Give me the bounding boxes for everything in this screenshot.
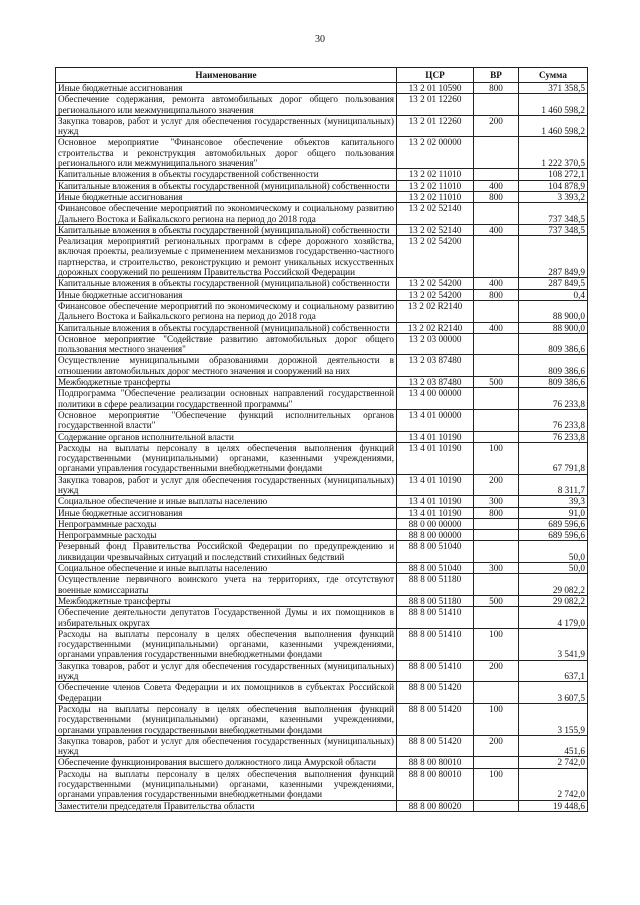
row-vr: 100 [474, 703, 519, 735]
row-vr: 200 [474, 660, 519, 682]
row-vr [474, 333, 519, 355]
row-code: 13 2 01 12260 [397, 115, 474, 137]
row-name: Основное мероприятие "Содействие развитию автомобильных дорог общего пользования местного значения" [56, 333, 397, 355]
table-row [56, 224, 588, 235]
row-vr: 400 [474, 224, 519, 235]
table-row [56, 409, 588, 431]
row-sum: 371 358,5 [519, 83, 588, 94]
table-row [56, 83, 588, 94]
row-name: Межбюджетные трансферты [56, 595, 397, 606]
row-sum: 50,0 [519, 563, 588, 574]
row-name: Иные бюджетные ассигнования [56, 507, 397, 518]
row-code: 13 2 02 00000 [397, 137, 474, 169]
row-sum: 88 900,0 [519, 322, 588, 333]
row-vr: 300 [474, 496, 519, 507]
table-row [56, 757, 588, 768]
row-code: 13 2 02 52140 [397, 224, 474, 235]
row-vr [474, 682, 519, 704]
row-vr [474, 574, 519, 596]
row-code: 88 8 00 51040 [397, 541, 474, 563]
row-vr: 100 [474, 442, 519, 474]
table-row [56, 203, 588, 225]
row-name: Обеспечение членов Совета Федерации и их помощников в субъектах Российской Федерации [56, 682, 397, 704]
table-row [56, 388, 588, 410]
row-code: 88 8 00 80020 [397, 800, 474, 811]
table-row [56, 431, 588, 442]
table-row [56, 628, 588, 660]
row-name: Заместители председателя Правительства области [56, 800, 397, 811]
row-vr [474, 530, 519, 541]
row-name: Обеспечение функционирования высшего должностного лица Амурской области [56, 757, 397, 768]
row-vr [474, 409, 519, 431]
row-vr [474, 203, 519, 225]
row-vr: 500 [474, 595, 519, 606]
row-vr [474, 137, 519, 169]
row-name: Межбюджетные трансферты [56, 377, 397, 388]
row-sum: 809 386,6 [519, 355, 588, 377]
row-name: Закупка товаров, работ и услуг для обеспечения государственных (муниципальных) нужд [56, 474, 397, 496]
table-row [56, 169, 588, 180]
row-sum: 29 082,2 [519, 574, 588, 596]
row-name: Капитальные вложения в объекты государственной (муниципальной) собственности [56, 278, 397, 289]
row-code: 13 4 01 10190 [397, 474, 474, 496]
row-sum: 3 541,9 [519, 628, 588, 660]
row-sum: 1 460 598,2 [519, 94, 588, 116]
row-sum: 737 348,5 [519, 224, 588, 235]
header-name: Наименование [56, 68, 397, 83]
table-row [56, 607, 588, 629]
row-code: 88 8 00 51420 [397, 735, 474, 757]
row-vr: 200 [474, 115, 519, 137]
row-sum: 0,4 [519, 289, 588, 300]
row-code: 13 4 01 10190 [397, 431, 474, 442]
row-sum: 76 233,8 [519, 409, 588, 431]
row-vr: 200 [474, 474, 519, 496]
row-sum: 809 386,6 [519, 377, 588, 388]
row-vr [474, 388, 519, 410]
table-row [56, 94, 588, 116]
row-vr: 400 [474, 180, 519, 191]
row-name: Непрограммные расходы [56, 530, 397, 541]
table-row [56, 518, 588, 529]
row-vr: 300 [474, 563, 519, 574]
table-row [56, 474, 588, 496]
row-vr [474, 607, 519, 629]
row-vr [474, 757, 519, 768]
row-sum: 104 878,9 [519, 180, 588, 191]
table-row [56, 703, 588, 735]
table-row [56, 800, 588, 811]
row-vr [474, 300, 519, 322]
row-vr: 400 [474, 322, 519, 333]
row-name: Капитальные вложения в объекты государственной (муниципальной) собственности [56, 322, 397, 333]
row-sum: 88 900,0 [519, 300, 588, 322]
table-row [56, 355, 588, 377]
row-sum: 689 596,6 [519, 530, 588, 541]
row-name: Иные бюджетные ассигнования [56, 83, 397, 94]
row-code: 13 2 02 52140 [397, 203, 474, 225]
row-code: 88 8 00 51180 [397, 574, 474, 596]
table-body [56, 83, 588, 812]
row-name: Расходы на выплаты персоналу в целях обеспечения выполнения функций государственными (муниципальными) органами, казенными учреждениями, органами управления государственными внебюджетными фондами [56, 442, 397, 474]
row-code: 13 2 02 R2140 [397, 322, 474, 333]
budget-table [55, 67, 588, 812]
row-sum: 2 742,0 [519, 768, 588, 800]
row-code: 13 4 01 10190 [397, 507, 474, 518]
row-code: 13 2 02 11010 [397, 169, 474, 180]
row-sum: 287 849,5 [519, 278, 588, 289]
row-code: 13 2 03 87480 [397, 377, 474, 388]
row-code: 13 2 03 00000 [397, 333, 474, 355]
row-sum: 287 849,9 [519, 236, 588, 278]
row-name: Осуществление муниципальными образованиями дорожной деятельности в отношении автомобильных дорог местного значения и сооружений на них [56, 355, 397, 377]
row-code: 13 2 02 54200 [397, 236, 474, 278]
row-name: Обеспечение деятельности депутатов Государственной Думы и их помощников в избирательных округах [56, 607, 397, 629]
row-name: Социальное обеспечение и иные выплаты населению [56, 563, 397, 574]
row-sum: 50,0 [519, 541, 588, 563]
row-code: 88 8 00 51040 [397, 563, 474, 574]
row-code: 13 4 01 10190 [397, 442, 474, 474]
row-sum: 4 179,0 [519, 607, 588, 629]
table-row [56, 300, 588, 322]
row-code: 88 0 00 00000 [397, 518, 474, 529]
row-vr [474, 541, 519, 563]
table-row [56, 377, 588, 388]
row-name: Закупка товаров, работ и услуг для обеспечения государственных (муниципальных) нужд [56, 115, 397, 137]
table-row [56, 137, 588, 169]
row-code: 88 8 00 80010 [397, 757, 474, 768]
row-code: 88 8 00 51420 [397, 682, 474, 704]
row-sum: 451,6 [519, 735, 588, 757]
row-code: 13 2 02 11010 [397, 180, 474, 191]
row-name: Иные бюджетные ассигнования [56, 191, 397, 202]
row-sum: 76 233,8 [519, 388, 588, 410]
table-row [56, 574, 588, 596]
row-sum: 3 155,9 [519, 703, 588, 735]
row-name: Социальное обеспечение и иные выплаты населению [56, 496, 397, 507]
row-vr: 400 [474, 278, 519, 289]
row-name: Финансовое обеспечение мероприятий по экономическому и социальному развитию Дальнего Востока и Байкальского региона на период до 2018 года [56, 203, 397, 225]
table-row [56, 289, 588, 300]
row-sum: 737 348,5 [519, 203, 588, 225]
row-code: 13 2 02 54200 [397, 278, 474, 289]
row-sum: 809 386,6 [519, 333, 588, 355]
row-vr: 800 [474, 191, 519, 202]
row-name: Обеспечение содержания, ремонта автомобильных дорог общего пользования регионального или межмуниципального значения [56, 94, 397, 116]
table-row [56, 333, 588, 355]
table-row [56, 507, 588, 518]
row-vr: 800 [474, 83, 519, 94]
row-code: 13 2 02 R2140 [397, 300, 474, 322]
table-row [56, 278, 588, 289]
row-vr [474, 94, 519, 116]
table-row [56, 322, 588, 333]
row-code: 13 2 02 11010 [397, 191, 474, 202]
row-name: Закупка товаров, работ и услуг для обеспечения государственных (муниципальных) нужд [56, 660, 397, 682]
row-name: Расходы на выплаты персоналу в целях обеспечения выполнения функций государственными (муниципальными) органами, казенными учреждениями, органами управления государственными внебюджетными фондами [56, 768, 397, 800]
row-code: 13 2 03 87480 [397, 355, 474, 377]
header-sum: Сумма [519, 68, 588, 83]
row-code: 13 2 01 10590 [397, 83, 474, 94]
row-sum: 2 742,0 [519, 757, 588, 768]
row-sum: 3 393,2 [519, 191, 588, 202]
row-code: 13 4 00 00000 [397, 388, 474, 410]
row-sum: 39,3 [519, 496, 588, 507]
row-vr [474, 431, 519, 442]
row-code: 88 8 00 51410 [397, 660, 474, 682]
row-sum: 19 448,6 [519, 800, 588, 811]
row-sum: 108 272,1 [519, 169, 588, 180]
row-name: Содержание органов исполнительной власти [56, 431, 397, 442]
row-name: Капитальные вложения в объекты государственной (муниципальной) собственности [56, 180, 397, 191]
row-sum: 689 596,6 [519, 518, 588, 529]
row-code: 13 4 01 00000 [397, 409, 474, 431]
row-name: Расходы на выплаты персоналу в целях обеспечения выполнения функций государственными (муниципальными) органами, казенными учреждениями, органами управления государственными внебюджетными фондами [56, 703, 397, 735]
page-number: 30 [315, 34, 325, 45]
row-name: Капитальные вложения в объекты государственной (муниципальной) собственности [56, 224, 397, 235]
row-name: Расходы на выплаты персоналу в целях обеспечения выполнения функций государственными (муниципальными) органами, казенными учреждениями, органами управления государственными внебюджетными фондами [56, 628, 397, 660]
row-vr: 800 [474, 507, 519, 518]
table-row [56, 660, 588, 682]
row-sum: 3 607,5 [519, 682, 588, 704]
table-row [56, 563, 588, 574]
row-vr [474, 518, 519, 529]
table-row [56, 541, 588, 563]
row-name: Основное мероприятие "Финансовое обеспечение объектов капитального строительства и реконструкция автомобильных дорог общего пользования регионального или межмуниципального значения" [56, 137, 397, 169]
row-code: 88 8 00 51420 [397, 703, 474, 735]
table-header-row [56, 68, 588, 83]
row-code: 88 8 00 51410 [397, 628, 474, 660]
row-code: 88 8 00 80010 [397, 768, 474, 800]
row-name: Финансовое обеспечение мероприятий по экономическому и социальному развитию Дальнего Востока и Байкальского региона на период до 2018 года [56, 300, 397, 322]
row-code: 13 2 02 54200 [397, 289, 474, 300]
row-vr [474, 169, 519, 180]
table-row [56, 191, 588, 202]
row-name: Закупка товаров, работ и услуг для обеспечения государственных (муниципальных) нужд [56, 735, 397, 757]
table-row [56, 595, 588, 606]
row-sum: 67 791,8 [519, 442, 588, 474]
row-name: Капитальные вложения в объекты государственной собственности [56, 169, 397, 180]
row-sum: 1 460 598,2 [519, 115, 588, 137]
header-code: ЦСР [397, 68, 474, 83]
table-row [56, 442, 588, 474]
row-code: 88 8 00 51410 [397, 607, 474, 629]
row-code: 88 8 00 00000 [397, 530, 474, 541]
header-vr: ВР [474, 68, 519, 83]
row-vr: 200 [474, 735, 519, 757]
row-vr: 500 [474, 377, 519, 388]
row-name: Непрограммные расходы [56, 518, 397, 529]
row-sum: 91,0 [519, 507, 588, 518]
row-name: Иные бюджетные ассигнования [56, 289, 397, 300]
row-sum: 8 311,7 [519, 474, 588, 496]
row-code: 13 2 01 12260 [397, 94, 474, 116]
row-vr: 100 [474, 768, 519, 800]
row-sum: 1 222 370,5 [519, 137, 588, 169]
table-row [56, 530, 588, 541]
row-code: 13 4 01 10190 [397, 496, 474, 507]
row-name: Основное мероприятие "Обеспечение функций исполнительных органов государственной власти" [56, 409, 397, 431]
row-sum: 76 233,8 [519, 431, 588, 442]
table-row [56, 768, 588, 800]
row-vr: 800 [474, 289, 519, 300]
row-vr [474, 800, 519, 811]
table-row [56, 180, 588, 191]
table-row [56, 735, 588, 757]
row-name: Резервный фонд Правительства Российской Федерации по предупреждению и ликвидации чрезвычайных ситуаций и последствий стихийных бедствий [56, 541, 397, 563]
row-name: Подпрограмма "Обеспечение реализации основных направлений государственной политики в сфере реализации государственной программы" [56, 388, 397, 410]
row-vr: 100 [474, 628, 519, 660]
row-vr [474, 236, 519, 278]
table-row [56, 682, 588, 704]
row-sum: 29 082,2 [519, 595, 588, 606]
row-name: Реализация мероприятий региональных программ в сфере дорожного хозяйства, включая проекты, реализуемые с применением механизмов государственно-частного партнерства, и строительство, реконструкцию и ремонт уникальных искусственных дорожных сооружений по решениям Правительства Российской Федерации [56, 236, 397, 278]
row-sum: 637,1 [519, 660, 588, 682]
table-row [56, 496, 588, 507]
table-row [56, 236, 588, 278]
row-name: Осуществление первичного воинского учета на территориях, где отсутствуют военные комиссариаты [56, 574, 397, 596]
table-row [56, 115, 588, 137]
row-vr [474, 355, 519, 377]
row-code: 88 8 00 51180 [397, 595, 474, 606]
